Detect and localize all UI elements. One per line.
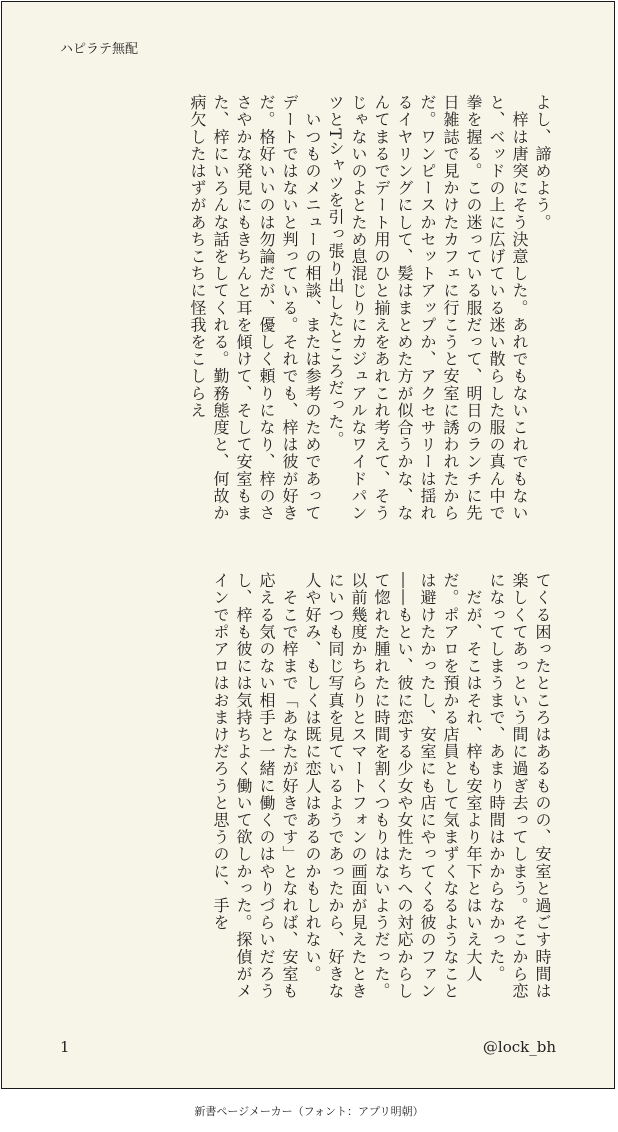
vertical-text-block-upper: よし、諦めよう。 梓は唐突にそう決意した。あれでもないこれでもないと、ベッドの上に広げている迷い散らした服の真ん中で拳を握る。この迷っている服だって、明日のランチに先日雑誌で見かけたカフェに行こうと安室に誘われたからだ。ワンピースかセットアップか、アクセサリーは揺れるイヤリングにして、髪はまとめた方が似合うかな、なんてまるでデート用のひと揃えをあれこれ考えて、そうじゃないのよとため息混じりにカジュアルなワイドパンツとTシャツを引っ張り出したところだった。 いつものメニューの相談、または参考のためであってデートではないと判っている。それでも、梓は彼が好きだ。格好いいのは勿論だが、優しく頼りになり、梓のささやかな発見にもきちんと耳を傾けて、そして安室もまた、梓にいろんな話をしてくれる。勤務態度と、何故か病欠したはずがあちこちに怪我をこしらえ [188,94,552,522]
book-page [1,1,615,1089]
page-number: 1 [60,1038,70,1056]
generator-credit: 新書ページメーカー（フォント：アプリ明朝） [194,1105,424,1118]
page-header-title: ハピラテ無配 [60,42,139,57]
vertical-text-block-lower: てくる困ったところはあるものの、安室と過ごす時間は楽しくてあっという間に過ぎ去ってしまう。そこから恋になってしまうまで、あまり時間はかからなかった。 だが、そこはそれ、梓も安室より年下とはいえ大人だ。ポアロを預かる店員として気まずくなるようなことは避けたかったし、安室にも店にやってくる彼のファン――もとい、彼に恋する少女や女性たちへの対応からして惚れた腫れたに時間を割くつもりはないようだった。以前幾度かちらりとスマートフォンの画面が見えたときにいつも同じ写真を見ているようであったから、好きな人や好み、もしくは既に恋人はあるのかもしれない。 そこで梓まで「あなたが好きです」となれば、安室も応える気のない相手と一緒に働くのはやりづらいだろうし、梓も彼には気持ちよく働いて欲しかった。探偵がメインでポアロはおまけだろうと思うのに、手を [211,572,552,1000]
author-handle: @lock_bh [482,1038,556,1056]
